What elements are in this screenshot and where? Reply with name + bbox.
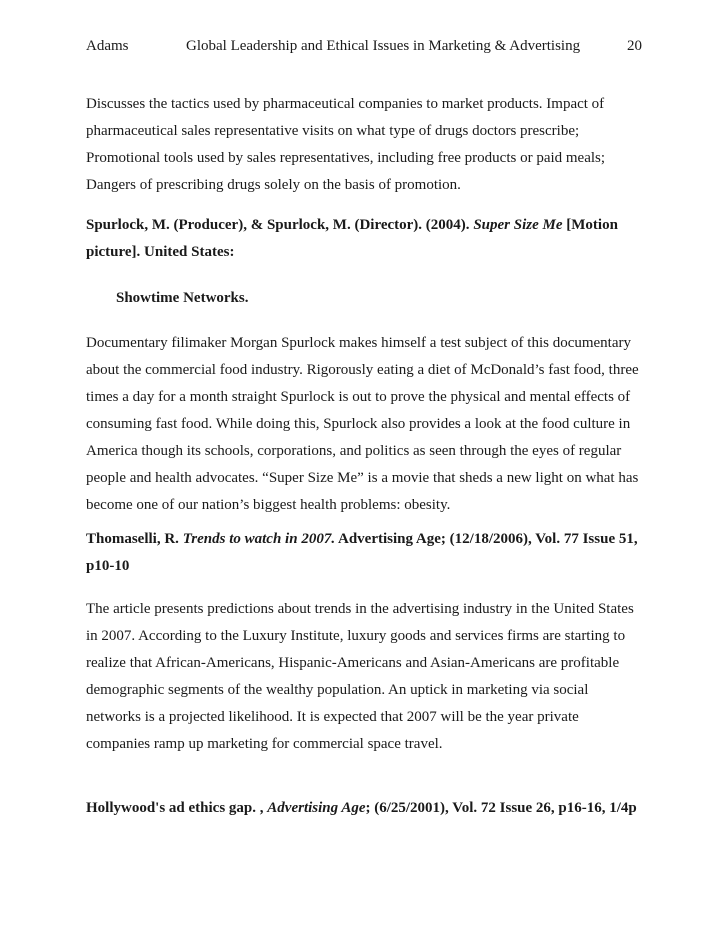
page-number: 20 — [627, 38, 642, 54]
citation-spurlock-details: [Motion picture]. United States: — [86, 217, 618, 260]
citation-thomaselli-title: Trends to watch in 2007. — [182, 531, 336, 547]
citation-thomaselli-author: Thomaselli, R. — [86, 531, 183, 547]
citation-hollywood — [86, 795, 646, 822]
citation-spurlock-authors: Spurlock, M. (Producer), & Spurlock, M. (Director). (2004). — [86, 217, 474, 233]
citation-thomaselli-details: Advertising Age; (12/18/2006), Vol. 77 Issue 51, p10-10 — [86, 531, 638, 574]
header-author: Adams — [86, 38, 129, 54]
citation-spurlock — [86, 212, 646, 266]
annotation-spurlock: Documentary filimaker Morgan Spurlock makes himself a test subject of this documentary about the commercial food industry. Rigorously eating a diet of McDonald’s fast food, three times a day for a month straight Spurlock is out to prove the physical and mental effects of consuming fast food. While doing this, Spurlock also provides a look at the food culture in America though its schools, corporations, and politics as seen through the eyes of regular people and health advocates. “Super Size Me” is a movie that sheds a new light on what has become one of our nation’s biggest health problems: obesity. — [86, 335, 639, 513]
annotation-pharma: Discusses the tactics used by pharmaceutical companies to market products. Impact of pharmaceutical sales representative visits on what type of drugs doctors prescribe; Promotional tools used by sales representatives, including free products or paid meals; Dangers of prescribing drugs solely on the basis of promotion. — [86, 96, 606, 193]
citation-hollywood-details: ; (6/25/2001), Vol. 72 Issue 26, p16-16, 1/4p — [365, 800, 637, 816]
citation-spurlock-continued: Showtime Networks. — [116, 290, 249, 306]
citation-spurlock-title: Super Size Me — [473, 217, 563, 233]
running-header — [86, 38, 642, 62]
header-title: Global Leadership and Ethical Issues in Marketing & Advertising — [186, 38, 581, 54]
citation-thomaselli — [86, 526, 646, 580]
annotation-thomaselli: The article presents predictions about trends in the advertising industry in the United States in 2007. According to the Luxury Institute, luxury goods and services firms are starting to realize that African-Americans, Hispanic-Americans and Asian-Americans are profitable demographic segments of the wealthy population. An uptick in marketing via social networks is a projected likelihood. It is expected that 2007 will be the year private companies ramp up marketing for commercial space travel. — [86, 601, 634, 752]
citation-hollywood-title: Hollywood's ad ethics gap. , — [86, 800, 268, 816]
citation-hollywood-journal: Advertising Age — [267, 800, 366, 816]
